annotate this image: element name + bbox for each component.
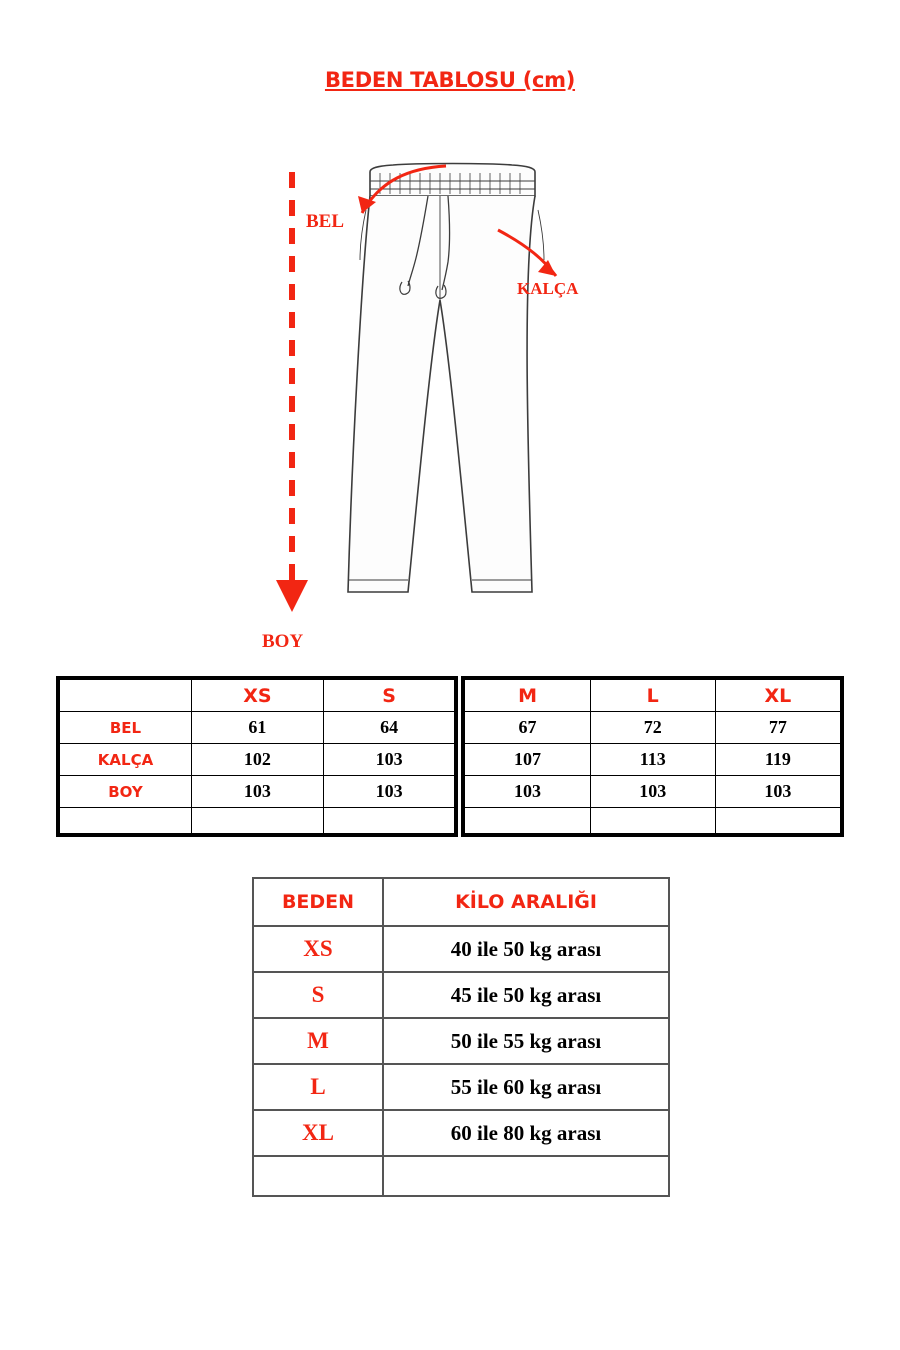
table-row bbox=[60, 744, 455, 776]
table-row bbox=[60, 776, 455, 808]
table-row bbox=[60, 712, 455, 744]
row-header-kalca: KALÇA bbox=[60, 744, 192, 776]
weight-row-range-s: 45 ile 50 kg arası bbox=[383, 972, 669, 1018]
cell-kalca-m: 107 bbox=[465, 744, 590, 776]
row-header-boy: BOY bbox=[60, 776, 192, 808]
weight-row-size-s: S bbox=[253, 972, 383, 1018]
page-title: BEDEN TABLOSU (cm) bbox=[324, 68, 576, 92]
cell-bel-xl: 77 bbox=[715, 712, 840, 744]
cell-boy-m: 103 bbox=[465, 776, 590, 808]
cell-bel-l: 72 bbox=[590, 712, 715, 744]
label-waist: BEL bbox=[306, 211, 345, 232]
table-row bbox=[253, 1110, 669, 1156]
table-row-empty bbox=[60, 808, 455, 834]
weight-row-range-xl: 60 ile 80 kg arası bbox=[383, 1110, 669, 1156]
weight-row-size-xs: XS bbox=[253, 926, 383, 972]
table-row-empty bbox=[465, 808, 841, 834]
column-header-xs: XS bbox=[192, 680, 324, 712]
empty-cell bbox=[60, 808, 192, 834]
table-row bbox=[253, 1064, 669, 1110]
table-row bbox=[253, 972, 669, 1018]
label-hip: KALÇA bbox=[517, 279, 579, 298]
cell-kalca-s: 103 bbox=[323, 744, 455, 776]
empty-cell bbox=[715, 808, 840, 834]
cell-boy-s: 103 bbox=[323, 776, 455, 808]
column-header-l: L bbox=[590, 680, 715, 712]
cell-bel-xs: 61 bbox=[192, 712, 324, 744]
weight-row-size-l: L bbox=[253, 1064, 383, 1110]
column-header-kilo-araligi: KİLO ARALIĞI bbox=[383, 878, 669, 926]
empty-cell bbox=[465, 808, 590, 834]
weight-row-size-xl: XL bbox=[253, 1110, 383, 1156]
empty-cell bbox=[383, 1156, 669, 1196]
table-row bbox=[465, 776, 841, 808]
corner-cell bbox=[60, 680, 192, 712]
table-row-empty bbox=[253, 1156, 669, 1196]
measurement-tables bbox=[56, 676, 844, 837]
cell-boy-l: 103 bbox=[590, 776, 715, 808]
column-header-m: M bbox=[465, 680, 590, 712]
table-row bbox=[253, 1018, 669, 1064]
cell-boy-xs: 103 bbox=[192, 776, 324, 808]
cell-bel-s: 64 bbox=[323, 712, 455, 744]
empty-cell bbox=[192, 808, 324, 834]
cell-kalca-l: 113 bbox=[590, 744, 715, 776]
table-row bbox=[465, 744, 841, 776]
weight-row-range-l: 55 ile 60 kg arası bbox=[383, 1064, 669, 1110]
row-header-bel: BEL bbox=[60, 712, 192, 744]
column-header-xl: XL bbox=[715, 680, 840, 712]
cell-boy-xl: 103 bbox=[715, 776, 840, 808]
cell-kalca-xl: 119 bbox=[715, 744, 840, 776]
weight-row-range-xs: 40 ile 50 kg arası bbox=[383, 926, 669, 972]
weight-row-size-m: M bbox=[253, 1018, 383, 1064]
empty-cell bbox=[590, 808, 715, 834]
cell-kalca-xs: 102 bbox=[192, 744, 324, 776]
label-length: BOY bbox=[262, 631, 304, 652]
table-row bbox=[253, 926, 669, 972]
weight-row-range-m: 50 ile 55 kg arası bbox=[383, 1018, 669, 1064]
table-row bbox=[253, 878, 669, 926]
empty-cell bbox=[253, 1156, 383, 1196]
empty-cell bbox=[323, 808, 455, 834]
measurement-table-right bbox=[461, 676, 844, 837]
column-header-beden: BEDEN bbox=[253, 878, 383, 926]
measurement-table-left bbox=[56, 676, 458, 837]
cell-bel-m: 67 bbox=[465, 712, 590, 744]
table-row bbox=[465, 712, 841, 744]
table-row bbox=[60, 680, 455, 712]
table-row bbox=[465, 680, 841, 712]
weight-range-table bbox=[252, 877, 670, 1197]
column-header-s: S bbox=[323, 680, 455, 712]
